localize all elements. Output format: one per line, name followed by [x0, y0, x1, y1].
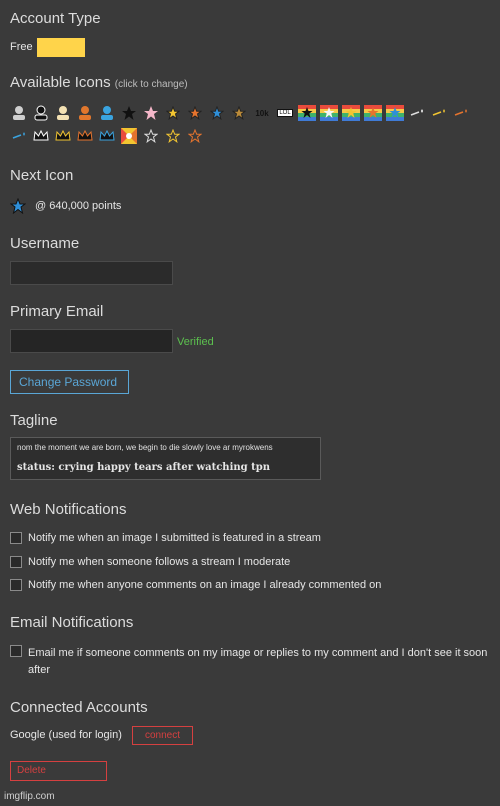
rainbow-burst-icon[interactable] [120, 127, 138, 145]
rainbow-star-icon-3[interactable] [342, 104, 360, 122]
crown-icon-orange[interactable] [76, 127, 94, 145]
tagline-heading: Tagline [10, 412, 58, 429]
shooting-star-icon-orange[interactable] [452, 104, 470, 122]
user-icon-orange[interactable] [76, 104, 94, 122]
email-replies-label: Email me if someone comments on my image or replies to my comment and I don't see it soon after [28, 647, 488, 676]
star-outline-icon-white[interactable] [142, 127, 160, 145]
tagline-line-1: nom the moment we are born, we begin to die slowly love ar myrokwens [17, 443, 273, 452]
change-password-button[interactable]: Change Password [10, 370, 129, 394]
username-heading: Username [10, 235, 80, 252]
delete-button[interactable]: Delete [10, 761, 107, 781]
star-icon-orange[interactable] [186, 104, 204, 122]
web-notifications-heading: Web Notifications [10, 501, 127, 518]
connected-accounts-heading: Connected Accounts [10, 699, 148, 716]
crown-icon-yellow[interactable] [54, 127, 72, 145]
rainbow-star-icon-1[interactable] [298, 104, 316, 122]
star-icon-black[interactable] [120, 104, 138, 122]
notify-follow-label: Notify me when someone follows a stream I moderate [28, 556, 291, 568]
available-icons-hint: (click to change) [114, 79, 188, 90]
notify-comments-label: Notify me when anyone comments on an image I already commented on [28, 579, 382, 591]
google-account-label: Google (used for login) [10, 729, 122, 741]
email-notifications-heading: Email Notifications [10, 614, 134, 631]
google-connect-button[interactable]: connect [132, 726, 193, 745]
user-icon-gray[interactable] [10, 104, 28, 122]
available-icons-title: Available Icons [10, 74, 111, 91]
star-outline-icon-yellow[interactable] [164, 127, 182, 145]
tagline-input[interactable] [10, 437, 321, 480]
email-field[interactable] [10, 329, 173, 353]
notify-follow-checkbox[interactable] [10, 556, 22, 568]
star-icon-pink[interactable] [142, 104, 160, 122]
rainbow-star-icon-4[interactable] [364, 104, 382, 122]
lol-icon[interactable] [276, 104, 294, 122]
icons-row-2 [10, 127, 204, 145]
next-icon-points: @ 640,000 points [35, 200, 122, 212]
primary-email-heading: Primary Email [10, 303, 104, 320]
next-star-icon [10, 198, 26, 214]
next-icon-heading: Next Icon [10, 167, 74, 184]
user-icon-black[interactable] [32, 104, 50, 122]
available-icons-heading [10, 74, 188, 91]
shooting-star-icon-blue[interactable] [10, 127, 28, 145]
crown-icon-white[interactable] [32, 127, 50, 145]
user-icon-cream[interactable] [54, 104, 72, 122]
star-outline-icon-orange[interactable] [186, 127, 204, 145]
notify-featured-checkbox[interactable] [10, 532, 22, 544]
user-icon-blue[interactable] [98, 104, 116, 122]
rainbow-star-icon-2[interactable] [320, 104, 338, 122]
imgflip-watermark: imgflip.com [4, 791, 55, 802]
account-type-value: Free [10, 41, 33, 53]
account-type-badge [37, 38, 85, 57]
crown-icon-blue[interactable] [98, 127, 116, 145]
username-input[interactable] [10, 261, 173, 285]
rainbow-star-icon-5[interactable] [386, 104, 404, 122]
icons-row-1 [10, 104, 470, 122]
shooting-star-icon-yellow[interactable] [430, 104, 448, 122]
ten-k-icon[interactable]: 10k [255, 108, 269, 118]
notify-comments-checkbox[interactable] [10, 579, 22, 591]
lol-icon-label: LOL [279, 110, 291, 116]
star-icon-yellow[interactable] [164, 104, 182, 122]
email-replies-checkbox[interactable] [10, 645, 22, 657]
email-verified-status: Verified [177, 336, 214, 348]
account-type-heading: Account Type [10, 10, 101, 27]
notify-featured-label: Notify me when an image I submitted is featured in a stream [28, 532, 321, 544]
shooting-star-icon-white[interactable] [408, 104, 426, 122]
tagline-line-2: status: crying happy tears after watching tpn [17, 462, 271, 473]
star-icon-blue[interactable] [208, 104, 226, 122]
star-icon-brown[interactable] [230, 104, 248, 122]
